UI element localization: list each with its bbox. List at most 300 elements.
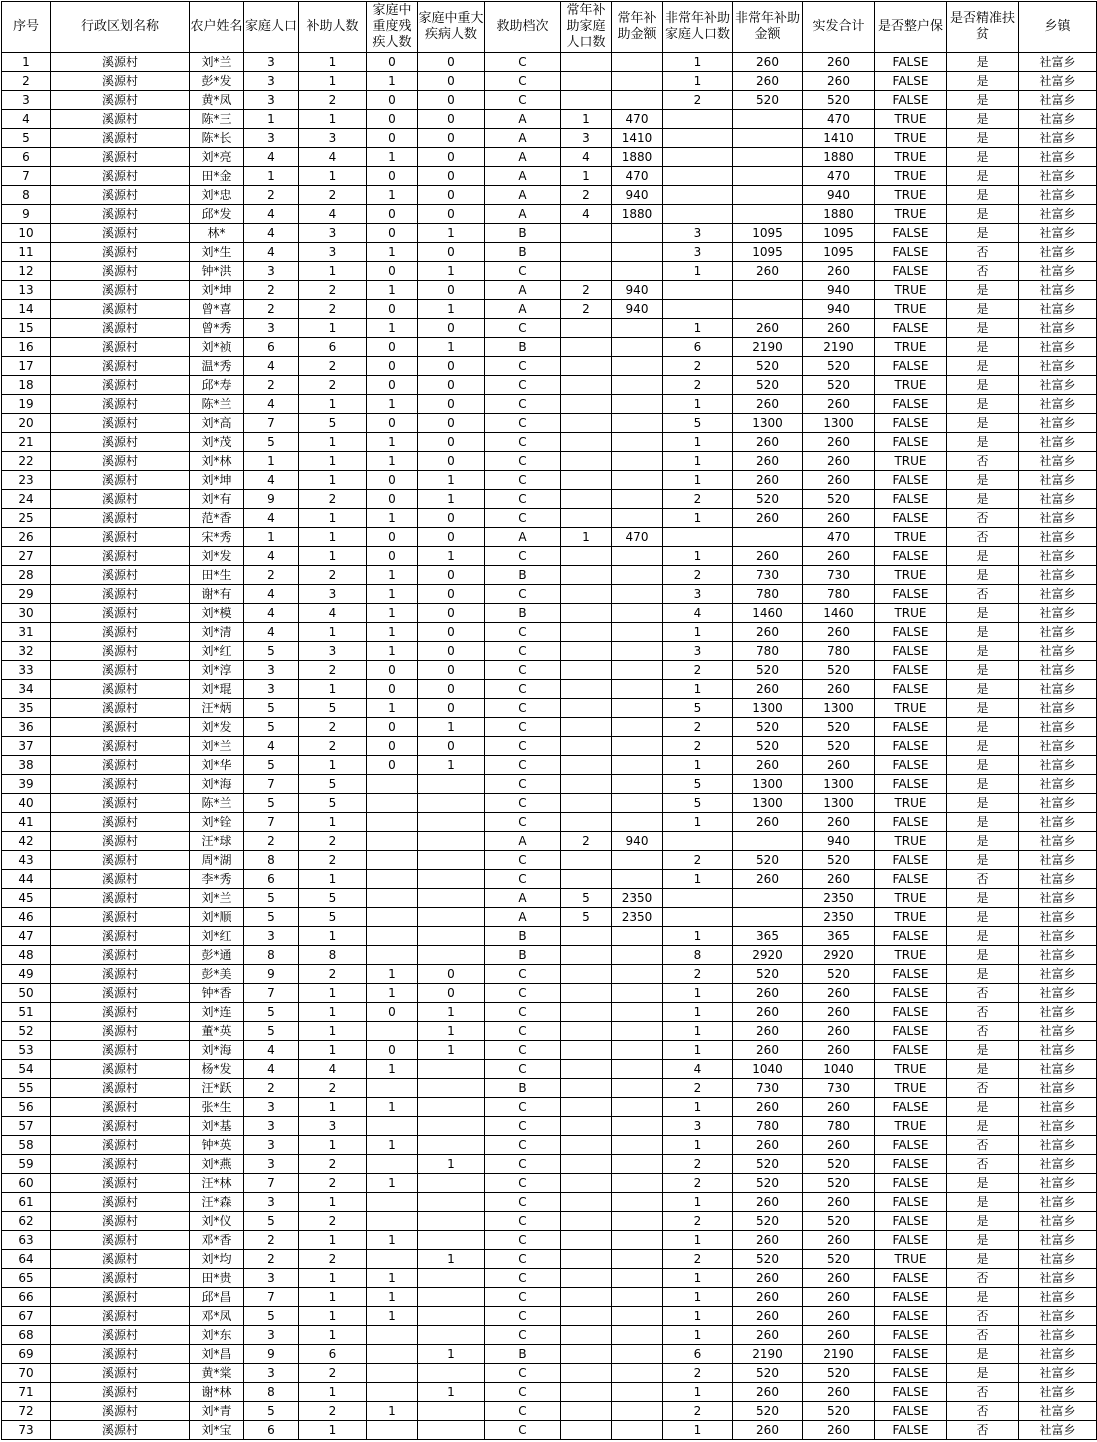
table-row [2, 1326, 1097, 1345]
cell-seq: 34 [2, 680, 51, 699]
cell-total: 260 [803, 1383, 875, 1402]
cell-name: 刘*模 [190, 604, 244, 623]
cell-whole-household: FALSE [875, 870, 947, 889]
cell-irregular-count: 1 [663, 870, 733, 889]
cell-poverty-target: 是 [947, 300, 1019, 319]
cell-subsidized-count: 2 [299, 851, 367, 870]
cell-irregular-amount: 260 [733, 509, 803, 528]
cell-irregular-amount: 520 [733, 718, 803, 737]
cell-relief-level: C [485, 794, 561, 813]
cell-township: 社富乡 [1019, 908, 1097, 927]
cell-region: 溪源村 [51, 186, 190, 205]
table-row [2, 1288, 1097, 1307]
cell-irregular-count: 6 [663, 1345, 733, 1364]
cell-poverty-target: 是 [947, 1231, 1019, 1250]
cell-seq: 55 [2, 1079, 51, 1098]
cell-relief-level: C [485, 452, 561, 471]
cell-township: 社富乡 [1019, 851, 1097, 870]
cell-name: 刘*祯 [190, 338, 244, 357]
cell-disabled-count: 1 [367, 642, 418, 661]
cell-disabled-count: 1 [367, 452, 418, 471]
cell-regular-amount [612, 775, 663, 794]
cell-name: 刘*仪 [190, 1212, 244, 1231]
cell-poverty-target: 是 [947, 471, 1019, 490]
cell-regular-amount [612, 1421, 663, 1440]
cell-relief-level: A [485, 129, 561, 148]
cell-regular-amount [612, 946, 663, 965]
cell-region: 溪源村 [51, 1003, 190, 1022]
cell-region: 溪源村 [51, 1022, 190, 1041]
cell-seq: 43 [2, 851, 51, 870]
cell-total: 1095 [803, 243, 875, 262]
cell-region: 溪源村 [51, 604, 190, 623]
cell-subsidized-count: 1 [299, 756, 367, 775]
cell-township: 社富乡 [1019, 680, 1097, 699]
cell-whole-household: FALSE [875, 1193, 947, 1212]
cell-total: 260 [803, 262, 875, 281]
cell-disabled-count: 1 [367, 604, 418, 623]
cell-regular-amount [612, 1193, 663, 1212]
cell-name: 刘*连 [190, 1003, 244, 1022]
cell-illness-count: 0 [418, 642, 485, 661]
cell-relief-level: A [485, 110, 561, 129]
cell-regular-count [561, 224, 612, 243]
cell-relief-level: C [485, 471, 561, 490]
cell-regular-count: 5 [561, 889, 612, 908]
cell-regular-amount [612, 414, 663, 433]
cell-name: 曾*喜 [190, 300, 244, 319]
cell-total: 260 [803, 1193, 875, 1212]
cell-region: 溪源村 [51, 1060, 190, 1079]
cell-irregular-count: 1 [663, 1231, 733, 1250]
cell-disabled-count: 1 [367, 1307, 418, 1326]
cell-relief-level: C [485, 984, 561, 1003]
table-row [2, 1022, 1097, 1041]
cell-total: 260 [803, 1003, 875, 1022]
cell-whole-household: TRUE [875, 908, 947, 927]
cell-subsidized-count: 2 [299, 1079, 367, 1098]
cell-regular-amount [612, 1212, 663, 1231]
cell-regular-count [561, 1212, 612, 1231]
cell-township: 社富乡 [1019, 756, 1097, 775]
cell-seq: 30 [2, 604, 51, 623]
cell-illness-count [418, 1117, 485, 1136]
cell-disabled-count: 1 [367, 509, 418, 528]
cell-regular-count [561, 585, 612, 604]
cell-subsidized-count: 4 [299, 205, 367, 224]
cell-township: 社富乡 [1019, 1364, 1097, 1383]
cell-irregular-amount: 520 [733, 490, 803, 509]
cell-irregular-amount: 780 [733, 585, 803, 604]
cell-relief-level: C [485, 1003, 561, 1022]
cell-irregular-amount: 1300 [733, 699, 803, 718]
cell-irregular-count: 2 [663, 661, 733, 680]
cell-illness-count: 0 [418, 433, 485, 452]
cell-irregular-amount: 260 [733, 1383, 803, 1402]
cell-poverty-target: 是 [947, 889, 1019, 908]
cell-disabled-count: 0 [367, 129, 418, 148]
cell-whole-household: TRUE [875, 889, 947, 908]
cell-whole-household: FALSE [875, 585, 947, 604]
cell-name: 邱*寿 [190, 376, 244, 395]
cell-disabled-count: 1 [367, 433, 418, 452]
cell-whole-household: TRUE [875, 338, 947, 357]
cell-irregular-amount [733, 148, 803, 167]
cell-region: 溪源村 [51, 1269, 190, 1288]
cell-irregular-count [663, 110, 733, 129]
cell-regular-amount [612, 604, 663, 623]
cell-region: 溪源村 [51, 585, 190, 604]
cell-disabled-count: 0 [367, 547, 418, 566]
cell-illness-count: 0 [418, 452, 485, 471]
cell-subsidized-count: 1 [299, 1421, 367, 1440]
cell-irregular-amount: 520 [733, 1174, 803, 1193]
cell-seq: 4 [2, 110, 51, 129]
cell-regular-count [561, 623, 612, 642]
cell-total: 260 [803, 1288, 875, 1307]
cell-irregular-amount: 260 [733, 623, 803, 642]
cell-township: 社富乡 [1019, 509, 1097, 528]
cell-regular-count [561, 1136, 612, 1155]
cell-irregular-amount: 1300 [733, 775, 803, 794]
cell-irregular-count: 2 [663, 490, 733, 509]
cell-family-size: 3 [244, 661, 299, 680]
cell-subsidized-count: 3 [299, 129, 367, 148]
cell-seq: 65 [2, 1269, 51, 1288]
cell-illness-count [418, 870, 485, 889]
cell-regular-amount: 940 [612, 300, 663, 319]
cell-name: 陈*兰 [190, 794, 244, 813]
cell-total: 470 [803, 528, 875, 547]
cell-region: 溪源村 [51, 1212, 190, 1231]
cell-whole-household: FALSE [875, 1326, 947, 1345]
cell-irregular-amount: 260 [733, 1307, 803, 1326]
cell-irregular-count: 1 [663, 756, 733, 775]
cell-regular-count [561, 699, 612, 718]
cell-regular-count [561, 262, 612, 281]
cell-township: 社富乡 [1019, 528, 1097, 547]
cell-seq: 5 [2, 129, 51, 148]
cell-regular-amount [612, 1402, 663, 1421]
cell-poverty-target: 是 [947, 1117, 1019, 1136]
cell-seq: 71 [2, 1383, 51, 1402]
cell-township: 社富乡 [1019, 946, 1097, 965]
cell-seq: 41 [2, 813, 51, 832]
cell-poverty-target: 否 [947, 243, 1019, 262]
cell-total: 520 [803, 1364, 875, 1383]
cell-irregular-amount [733, 129, 803, 148]
cell-disabled-count: 1 [367, 1402, 418, 1421]
cell-relief-level: B [485, 1345, 561, 1364]
table-row [2, 623, 1097, 642]
cell-subsidized-count: 1 [299, 984, 367, 1003]
cell-illness-count: 0 [418, 680, 485, 699]
cell-region: 溪源村 [51, 338, 190, 357]
cell-name: 刘*忠 [190, 186, 244, 205]
cell-illness-count: 0 [418, 110, 485, 129]
cell-relief-level: A [485, 300, 561, 319]
cell-regular-amount [612, 680, 663, 699]
cell-subsidized-count: 5 [299, 775, 367, 794]
cell-relief-level: A [485, 832, 561, 851]
cell-seq: 20 [2, 414, 51, 433]
cell-name: 钟*香 [190, 984, 244, 1003]
cell-family-size: 5 [244, 1307, 299, 1326]
cell-disabled-count: 0 [367, 376, 418, 395]
cell-total: 260 [803, 547, 875, 566]
cell-relief-level: C [485, 756, 561, 775]
cell-regular-amount [612, 376, 663, 395]
cell-name: 温*秀 [190, 357, 244, 376]
cell-irregular-amount [733, 167, 803, 186]
cell-family-size: 7 [244, 984, 299, 1003]
cell-township: 社富乡 [1019, 547, 1097, 566]
cell-regular-amount [612, 1288, 663, 1307]
cell-disabled-count: 0 [367, 53, 418, 72]
cell-subsidized-count: 1 [299, 1307, 367, 1326]
cell-total: 2920 [803, 946, 875, 965]
cell-regular-count [561, 927, 612, 946]
cell-regular-amount [612, 395, 663, 414]
cell-disabled-count: 0 [367, 756, 418, 775]
cell-illness-count: 1 [418, 262, 485, 281]
cell-township: 社富乡 [1019, 585, 1097, 604]
cell-regular-count [561, 547, 612, 566]
cell-township: 社富乡 [1019, 1421, 1097, 1440]
cell-township: 社富乡 [1019, 319, 1097, 338]
cell-poverty-target: 是 [947, 566, 1019, 585]
cell-region: 溪源村 [51, 528, 190, 547]
cell-name: 陈*三 [190, 110, 244, 129]
cell-whole-household: FALSE [875, 72, 947, 91]
cell-family-size: 8 [244, 851, 299, 870]
cell-seq: 37 [2, 737, 51, 756]
cell-regular-amount [612, 927, 663, 946]
table-row [2, 1212, 1097, 1231]
cell-township: 社富乡 [1019, 376, 1097, 395]
cell-irregular-count: 1 [663, 1136, 733, 1155]
cell-subsidized-count: 1 [299, 528, 367, 547]
cell-illness-count: 0 [418, 528, 485, 547]
cell-relief-level: C [485, 1212, 561, 1231]
cell-irregular-count: 1 [663, 1041, 733, 1060]
cell-township: 社富乡 [1019, 1155, 1097, 1174]
cell-family-size: 4 [244, 357, 299, 376]
cell-whole-household: FALSE [875, 224, 947, 243]
cell-name: 邱*昌 [190, 1288, 244, 1307]
cell-regular-count [561, 1041, 612, 1060]
cell-irregular-count: 1 [663, 1003, 733, 1022]
cell-regular-count [561, 91, 612, 110]
col-header-regular-amount: 常年补助金额 [612, 2, 663, 53]
cell-poverty-target: 是 [947, 129, 1019, 148]
cell-illness-count: 0 [418, 585, 485, 604]
cell-regular-count [561, 1079, 612, 1098]
cell-relief-level: C [485, 1364, 561, 1383]
cell-seq: 16 [2, 338, 51, 357]
cell-regular-amount: 470 [612, 528, 663, 547]
cell-illness-count: 0 [418, 623, 485, 642]
table-row [2, 1155, 1097, 1174]
cell-poverty-target: 是 [947, 661, 1019, 680]
cell-township: 社富乡 [1019, 1326, 1097, 1345]
cell-regular-amount [612, 1307, 663, 1326]
cell-irregular-count: 2 [663, 1402, 733, 1421]
cell-regular-count [561, 414, 612, 433]
cell-irregular-count: 1 [663, 1383, 733, 1402]
cell-relief-level: C [485, 1174, 561, 1193]
cell-total: 260 [803, 53, 875, 72]
cell-irregular-amount [733, 281, 803, 300]
cell-irregular-amount: 260 [733, 72, 803, 91]
cell-whole-household: FALSE [875, 547, 947, 566]
cell-total: 260 [803, 1098, 875, 1117]
cell-irregular-count: 3 [663, 224, 733, 243]
cell-township: 社富乡 [1019, 1079, 1097, 1098]
cell-irregular-amount: 520 [733, 737, 803, 756]
cell-disabled-count: 0 [367, 680, 418, 699]
cell-family-size: 5 [244, 756, 299, 775]
cell-irregular-count: 1 [663, 623, 733, 642]
cell-relief-level: C [485, 965, 561, 984]
cell-whole-household: FALSE [875, 661, 947, 680]
cell-poverty-target: 是 [947, 908, 1019, 927]
cell-township: 社富乡 [1019, 338, 1097, 357]
table-row [2, 927, 1097, 946]
cell-township: 社富乡 [1019, 1307, 1097, 1326]
cell-seq: 61 [2, 1193, 51, 1212]
cell-name: 刘*海 [190, 775, 244, 794]
cell-illness-count: 0 [418, 186, 485, 205]
cell-family-size: 5 [244, 699, 299, 718]
cell-regular-amount [612, 813, 663, 832]
cell-name: 汪*球 [190, 832, 244, 851]
cell-name: 谢*有 [190, 585, 244, 604]
cell-township: 社富乡 [1019, 205, 1097, 224]
cell-relief-level: A [485, 167, 561, 186]
cell-poverty-target: 是 [947, 851, 1019, 870]
cell-total: 260 [803, 433, 875, 452]
cell-township: 社富乡 [1019, 395, 1097, 414]
cell-seq: 15 [2, 319, 51, 338]
cell-poverty-target: 是 [947, 623, 1019, 642]
cell-irregular-amount: 260 [733, 1098, 803, 1117]
cell-disabled-count [367, 1345, 418, 1364]
cell-family-size: 2 [244, 566, 299, 585]
cell-poverty-target: 否 [947, 1326, 1019, 1345]
cell-illness-count: 1 [418, 1155, 485, 1174]
table-row [2, 1174, 1097, 1193]
cell-family-size: 4 [244, 585, 299, 604]
cell-region: 溪源村 [51, 1326, 190, 1345]
cell-regular-count [561, 680, 612, 699]
table-row [2, 319, 1097, 338]
cell-total: 260 [803, 680, 875, 699]
cell-disabled-count [367, 1383, 418, 1402]
cell-family-size: 3 [244, 72, 299, 91]
cell-relief-level: C [485, 775, 561, 794]
cell-whole-household: TRUE [875, 1060, 947, 1079]
cell-poverty-target: 是 [947, 813, 1019, 832]
cell-region: 溪源村 [51, 756, 190, 775]
cell-whole-household: FALSE [875, 680, 947, 699]
cell-regular-amount [612, 851, 663, 870]
cell-disabled-count: 1 [367, 1060, 418, 1079]
cell-subsidized-count: 2 [299, 186, 367, 205]
cell-family-size: 2 [244, 1250, 299, 1269]
cell-seq: 59 [2, 1155, 51, 1174]
cell-family-size: 8 [244, 946, 299, 965]
cell-poverty-target: 否 [947, 1307, 1019, 1326]
cell-irregular-amount: 2190 [733, 1345, 803, 1364]
cell-irregular-amount: 1300 [733, 794, 803, 813]
table-row [2, 1136, 1097, 1155]
cell-seq: 29 [2, 585, 51, 604]
cell-regular-amount [612, 1022, 663, 1041]
cell-illness-count: 0 [418, 984, 485, 1003]
cell-seq: 32 [2, 642, 51, 661]
cell-total: 470 [803, 110, 875, 129]
cell-poverty-target: 否 [947, 1269, 1019, 1288]
cell-total: 260 [803, 1231, 875, 1250]
table-row [2, 433, 1097, 452]
table-row [2, 300, 1097, 319]
cell-regular-amount [612, 1098, 663, 1117]
cell-poverty-target: 是 [947, 1250, 1019, 1269]
cell-family-size: 6 [244, 1421, 299, 1440]
cell-name: 刘*红 [190, 927, 244, 946]
cell-seq: 56 [2, 1098, 51, 1117]
cell-regular-amount [612, 661, 663, 680]
cell-seq: 50 [2, 984, 51, 1003]
cell-seq: 2 [2, 72, 51, 91]
cell-region: 溪源村 [51, 1383, 190, 1402]
cell-whole-household: FALSE [875, 357, 947, 376]
cell-region: 溪源村 [51, 1345, 190, 1364]
cell-whole-household: TRUE [875, 281, 947, 300]
cell-irregular-amount [733, 300, 803, 319]
cell-name: 杨*发 [190, 1060, 244, 1079]
cell-total: 940 [803, 281, 875, 300]
cell-illness-count: 1 [418, 338, 485, 357]
cell-whole-household: TRUE [875, 794, 947, 813]
cell-family-size: 3 [244, 53, 299, 72]
cell-whole-household: FALSE [875, 623, 947, 642]
cell-region: 溪源村 [51, 775, 190, 794]
table-row [2, 1098, 1097, 1117]
cell-total: 520 [803, 1250, 875, 1269]
cell-family-size: 3 [244, 1193, 299, 1212]
cell-irregular-count: 2 [663, 851, 733, 870]
cell-region: 溪源村 [51, 1421, 190, 1440]
cell-family-size: 4 [244, 471, 299, 490]
cell-illness-count: 1 [418, 547, 485, 566]
cell-subsidized-count: 1 [299, 1193, 367, 1212]
cell-subsidized-count: 1 [299, 623, 367, 642]
header-row [2, 2, 1097, 53]
cell-irregular-amount: 260 [733, 262, 803, 281]
cell-region: 溪源村 [51, 984, 190, 1003]
cell-family-size: 3 [244, 91, 299, 110]
cell-family-size: 3 [244, 1117, 299, 1136]
cell-disabled-count [367, 1079, 418, 1098]
cell-disabled-count: 0 [367, 262, 418, 281]
cell-subsidized-count: 1 [299, 813, 367, 832]
cell-seq: 44 [2, 870, 51, 889]
cell-subsidized-count: 1 [299, 1098, 367, 1117]
cell-irregular-count: 8 [663, 946, 733, 965]
cell-subsidized-count: 1 [299, 395, 367, 414]
